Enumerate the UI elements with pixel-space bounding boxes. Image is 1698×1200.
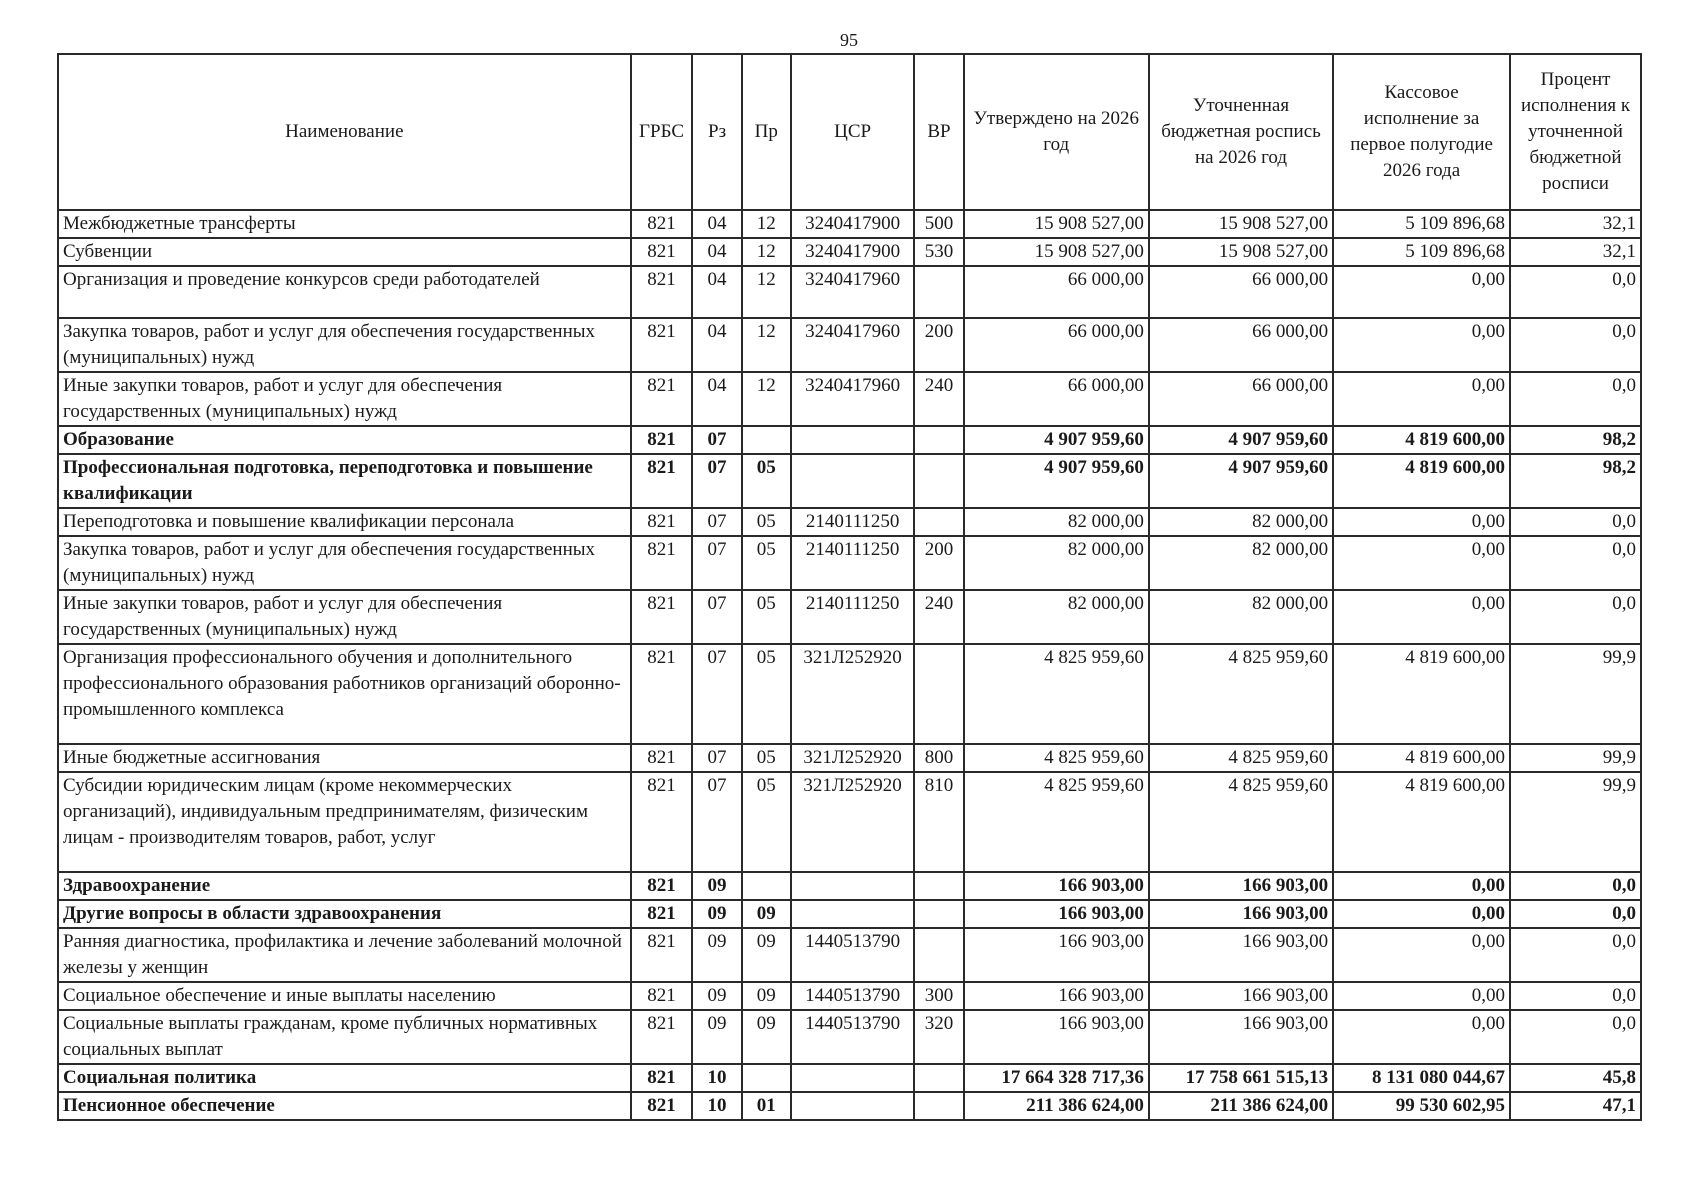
cell-cash: 8 131 080 044,67 [1333, 1064, 1510, 1092]
cell-rz: 07 [692, 644, 741, 744]
cell-refined: 211 386 624,00 [1149, 1092, 1333, 1120]
cell-percent: 45,8 [1510, 1064, 1641, 1092]
cell-percent: 98,2 [1510, 454, 1641, 508]
cell-grbs: 821 [631, 536, 693, 590]
cell-rz: 09 [692, 1010, 741, 1064]
cell-refined: 66 000,00 [1149, 266, 1333, 318]
cell-grbs: 821 [631, 210, 693, 238]
cell-approved: 82 000,00 [964, 536, 1149, 590]
cell-approved: 66 000,00 [964, 266, 1149, 318]
cell-cash: 0,00 [1333, 928, 1510, 982]
cell-rz: 07 [692, 772, 741, 872]
cell-refined: 15 908 527,00 [1149, 238, 1333, 266]
cell-percent: 99,9 [1510, 744, 1641, 772]
header-cash: Кассовое исполнение за первое полугодие 2026 года [1333, 54, 1510, 210]
cell-cash: 0,00 [1333, 982, 1510, 1010]
cell-approved: 166 903,00 [964, 872, 1149, 900]
cell-name: Социальная политика [58, 1064, 631, 1092]
cell-pr: 12 [742, 372, 791, 426]
cell-approved: 4 825 959,60 [964, 744, 1149, 772]
cell-pr [742, 1064, 791, 1092]
cell-percent: 32,1 [1510, 238, 1641, 266]
table-row [58, 318, 1641, 372]
cell-cash: 0,00 [1333, 900, 1510, 928]
cell-csr: 2140111250 [791, 508, 915, 536]
cell-name: Организация профессионального обучения и дополнительного профессионального образования работников организаций оборонно-промышленного комплекса [58, 644, 631, 744]
cell-grbs: 821 [631, 318, 693, 372]
cell-cash: 0,00 [1333, 1010, 1510, 1064]
cell-cash: 4 819 600,00 [1333, 772, 1510, 872]
cell-csr [791, 872, 915, 900]
cell-cash: 5 109 896,68 [1333, 210, 1510, 238]
cell-vr: 300 [914, 982, 963, 1010]
cell-refined: 4 825 959,60 [1149, 772, 1333, 872]
cell-pr: 05 [742, 644, 791, 744]
cell-cash: 0,00 [1333, 590, 1510, 644]
cell-percent: 0,0 [1510, 1010, 1641, 1064]
table-row [58, 454, 1641, 508]
cell-csr: 321Л252920 [791, 772, 915, 872]
cell-refined: 4 825 959,60 [1149, 644, 1333, 744]
cell-pr: 09 [742, 900, 791, 928]
cell-pr: 01 [742, 1092, 791, 1120]
cell-cash: 0,00 [1333, 318, 1510, 372]
cell-rz: 07 [692, 454, 741, 508]
cell-cash: 5 109 896,68 [1333, 238, 1510, 266]
cell-name: Межбюджетные трансферты [58, 210, 631, 238]
cell-name: Ранняя диагностика, профилактика и лечение заболеваний молочной железы у женщин [58, 928, 631, 982]
cell-vr: 200 [914, 318, 963, 372]
cell-grbs: 821 [631, 1092, 693, 1120]
cell-name: Иные закупки товаров, работ и услуг для обеспечения государственных (муниципальных) нужд [58, 590, 631, 644]
table-row [58, 1064, 1641, 1092]
cell-rz: 04 [692, 372, 741, 426]
cell-refined: 15 908 527,00 [1149, 210, 1333, 238]
cell-rz: 09 [692, 872, 741, 900]
cell-pr: 05 [742, 590, 791, 644]
cell-vr [914, 900, 963, 928]
cell-pr: 05 [742, 536, 791, 590]
cell-grbs: 821 [631, 590, 693, 644]
cell-rz: 09 [692, 982, 741, 1010]
header-rz: Рз [692, 54, 741, 210]
cell-name: Иные бюджетные ассигнования [58, 744, 631, 772]
header-grbs: ГРБС [631, 54, 693, 210]
cell-vr [914, 508, 963, 536]
cell-vr [914, 872, 963, 900]
cell-approved: 166 903,00 [964, 982, 1149, 1010]
cell-refined: 166 903,00 [1149, 928, 1333, 982]
cell-rz: 07 [692, 590, 741, 644]
cell-refined: 82 000,00 [1149, 508, 1333, 536]
cell-vr: 530 [914, 238, 963, 266]
cell-pr: 05 [742, 508, 791, 536]
cell-rz: 07 [692, 508, 741, 536]
cell-percent: 99,9 [1510, 644, 1641, 744]
cell-csr: 1440513790 [791, 982, 915, 1010]
cell-percent: 0,0 [1510, 508, 1641, 536]
cell-name: Социальные выплаты гражданам, кроме публичных нормативных социальных выплат [58, 1010, 631, 1064]
cell-cash: 4 819 600,00 [1333, 744, 1510, 772]
cell-csr [791, 426, 915, 454]
cell-csr: 321Л252920 [791, 644, 915, 744]
cell-refined: 17 758 661 515,13 [1149, 1064, 1333, 1092]
cell-rz: 07 [692, 426, 741, 454]
cell-percent: 0,0 [1510, 318, 1641, 372]
cell-refined: 166 903,00 [1149, 900, 1333, 928]
cell-vr [914, 426, 963, 454]
cell-approved: 82 000,00 [964, 590, 1149, 644]
cell-csr: 3240417900 [791, 210, 915, 238]
cell-percent: 0,0 [1510, 590, 1641, 644]
cell-grbs: 821 [631, 872, 693, 900]
cell-pr [742, 426, 791, 454]
header-pr: Пр [742, 54, 791, 210]
cell-rz: 09 [692, 900, 741, 928]
cell-approved: 15 908 527,00 [964, 238, 1149, 266]
cell-percent: 0,0 [1510, 266, 1641, 318]
cell-grbs: 821 [631, 508, 693, 536]
header-percent: Процент исполнения к уточненной бюджетной росписи [1510, 54, 1641, 210]
cell-approved: 211 386 624,00 [964, 1092, 1149, 1120]
table-row [58, 1092, 1641, 1120]
cell-name: Закупка товаров, работ и услуг для обеспечения государственных (муниципальных) нужд [58, 318, 631, 372]
cell-grbs: 821 [631, 454, 693, 508]
cell-vr: 500 [914, 210, 963, 238]
header-refined: Уточненная бюджетная роспись на 2026 год [1149, 54, 1333, 210]
cell-percent: 0,0 [1510, 372, 1641, 426]
cell-approved: 166 903,00 [964, 928, 1149, 982]
table-row [58, 536, 1641, 590]
cell-name: Субсидии юридическим лицам (кроме некоммерческих организаций), индивидуальным предпринимателям, физическим лицам - производителям товаров, работ, услуг [58, 772, 631, 872]
cell-vr: 800 [914, 744, 963, 772]
cell-grbs: 821 [631, 372, 693, 426]
page-number: 95 [840, 30, 858, 50]
cell-vr [914, 1064, 963, 1092]
header-csr: ЦСР [791, 54, 915, 210]
cell-name: Пенсионное обеспечение [58, 1092, 631, 1120]
cell-csr: 3240417900 [791, 238, 915, 266]
header-approved: Утверждено на 2026 год [964, 54, 1149, 210]
cell-refined: 4 907 959,60 [1149, 454, 1333, 508]
cell-grbs: 821 [631, 238, 693, 266]
cell-percent: 0,0 [1510, 536, 1641, 590]
cell-rz: 04 [692, 210, 741, 238]
cell-approved: 4 907 959,60 [964, 454, 1149, 508]
table-row [58, 644, 1641, 744]
cell-pr: 12 [742, 210, 791, 238]
table-row [58, 772, 1641, 872]
table-row [58, 982, 1641, 1010]
cell-vr [914, 266, 963, 318]
cell-rz: 07 [692, 744, 741, 772]
cell-approved: 66 000,00 [964, 372, 1149, 426]
cell-name: Здравоохранение [58, 872, 631, 900]
cell-cash: 99 530 602,95 [1333, 1092, 1510, 1120]
cell-name: Закупка товаров, работ и услуг для обеспечения государственных (муниципальных) нужд [58, 536, 631, 590]
table-row [58, 928, 1641, 982]
cell-name: Профессиональная подготовка, переподготовка и повышение квалификации [58, 454, 631, 508]
table-row [58, 1010, 1641, 1064]
cell-percent: 99,9 [1510, 772, 1641, 872]
cell-grbs: 821 [631, 1010, 693, 1064]
table-row [58, 266, 1641, 318]
cell-cash: 0,00 [1333, 266, 1510, 318]
cell-grbs: 821 [631, 644, 693, 744]
table-row [58, 238, 1641, 266]
cell-pr: 09 [742, 982, 791, 1010]
cell-csr [791, 1064, 915, 1092]
cell-pr: 09 [742, 928, 791, 982]
cell-grbs: 821 [631, 426, 693, 454]
cell-vr [914, 644, 963, 744]
cell-approved: 15 908 527,00 [964, 210, 1149, 238]
cell-cash: 4 819 600,00 [1333, 426, 1510, 454]
cell-approved: 82 000,00 [964, 508, 1149, 536]
cell-vr: 240 [914, 372, 963, 426]
cell-pr: 05 [742, 454, 791, 508]
cell-name: Образование [58, 426, 631, 454]
cell-rz: 04 [692, 318, 741, 372]
header-vr: ВР [914, 54, 963, 210]
cell-name: Иные закупки товаров, работ и услуг для обеспечения государственных (муниципальных) нужд [58, 372, 631, 426]
cell-grbs: 821 [631, 900, 693, 928]
cell-csr: 3240417960 [791, 266, 915, 318]
cell-refined: 166 903,00 [1149, 982, 1333, 1010]
cell-percent: 0,0 [1510, 928, 1641, 982]
cell-rz: 10 [692, 1092, 741, 1120]
cell-csr: 1440513790 [791, 928, 915, 982]
cell-name: Другие вопросы в области здравоохранения [58, 900, 631, 928]
cell-vr [914, 1092, 963, 1120]
cell-approved: 4 825 959,60 [964, 772, 1149, 872]
table-row [58, 426, 1641, 454]
cell-grbs: 821 [631, 982, 693, 1010]
cell-vr [914, 454, 963, 508]
cell-rz: 04 [692, 266, 741, 318]
budget-execution-table [57, 53, 1642, 1121]
cell-percent: 98,2 [1510, 426, 1641, 454]
cell-csr: 1440513790 [791, 1010, 915, 1064]
cell-grbs: 821 [631, 772, 693, 872]
cell-csr [791, 454, 915, 508]
cell-refined: 166 903,00 [1149, 1010, 1333, 1064]
cell-grbs: 821 [631, 928, 693, 982]
table-row [58, 900, 1641, 928]
cell-name: Субвенции [58, 238, 631, 266]
cell-csr [791, 1092, 915, 1120]
cell-pr: 12 [742, 238, 791, 266]
cell-percent: 0,0 [1510, 900, 1641, 928]
header-name: Наименование [58, 54, 631, 210]
table-row [58, 508, 1641, 536]
table-row [58, 872, 1641, 900]
cell-cash: 0,00 [1333, 508, 1510, 536]
cell-grbs: 821 [631, 744, 693, 772]
cell-vr: 240 [914, 590, 963, 644]
cell-refined: 66 000,00 [1149, 318, 1333, 372]
table-row [58, 372, 1641, 426]
cell-name: Переподготовка и повышение квалификации персонала [58, 508, 631, 536]
cell-cash: 4 819 600,00 [1333, 454, 1510, 508]
table-row [58, 590, 1641, 644]
cell-refined: 4 907 959,60 [1149, 426, 1333, 454]
cell-csr: 321Л252920 [791, 744, 915, 772]
cell-approved: 166 903,00 [964, 1010, 1149, 1064]
table-row [58, 210, 1641, 238]
cell-rz: 07 [692, 536, 741, 590]
cell-refined: 66 000,00 [1149, 372, 1333, 426]
cell-refined: 82 000,00 [1149, 590, 1333, 644]
cell-refined: 82 000,00 [1149, 536, 1333, 590]
cell-pr: 12 [742, 266, 791, 318]
cell-rz: 04 [692, 238, 741, 266]
cell-percent: 0,0 [1510, 872, 1641, 900]
cell-percent: 0,0 [1510, 982, 1641, 1010]
cell-rz: 09 [692, 928, 741, 982]
cell-csr: 3240417960 [791, 372, 915, 426]
cell-cash: 0,00 [1333, 536, 1510, 590]
cell-rz: 10 [692, 1064, 741, 1092]
cell-csr: 3240417960 [791, 318, 915, 372]
cell-approved: 17 664 328 717,36 [964, 1064, 1149, 1092]
cell-approved: 4 907 959,60 [964, 426, 1149, 454]
cell-approved: 166 903,00 [964, 900, 1149, 928]
table-body [58, 210, 1641, 1120]
cell-grbs: 821 [631, 266, 693, 318]
cell-approved: 4 825 959,60 [964, 644, 1149, 744]
cell-cash: 0,00 [1333, 872, 1510, 900]
cell-refined: 4 825 959,60 [1149, 744, 1333, 772]
cell-pr: 05 [742, 772, 791, 872]
cell-vr: 200 [914, 536, 963, 590]
cell-csr: 2140111250 [791, 590, 915, 644]
cell-pr: 12 [742, 318, 791, 372]
cell-name: Социальное обеспечение и иные выплаты населению [58, 982, 631, 1010]
cell-csr [791, 900, 915, 928]
cell-cash: 0,00 [1333, 372, 1510, 426]
cell-vr [914, 928, 963, 982]
cell-refined: 166 903,00 [1149, 872, 1333, 900]
cell-vr: 810 [914, 772, 963, 872]
cell-vr: 320 [914, 1010, 963, 1064]
cell-percent: 47,1 [1510, 1092, 1641, 1120]
cell-grbs: 821 [631, 1064, 693, 1092]
table-header-row [58, 54, 1641, 210]
cell-csr: 2140111250 [791, 536, 915, 590]
cell-name: Организация и проведение конкурсов среди работодателей [58, 266, 631, 318]
cell-cash: 4 819 600,00 [1333, 644, 1510, 744]
cell-percent: 32,1 [1510, 210, 1641, 238]
cell-pr: 09 [742, 1010, 791, 1064]
cell-approved: 66 000,00 [964, 318, 1149, 372]
cell-pr: 05 [742, 744, 791, 772]
cell-pr [742, 872, 791, 900]
table-row [58, 744, 1641, 772]
